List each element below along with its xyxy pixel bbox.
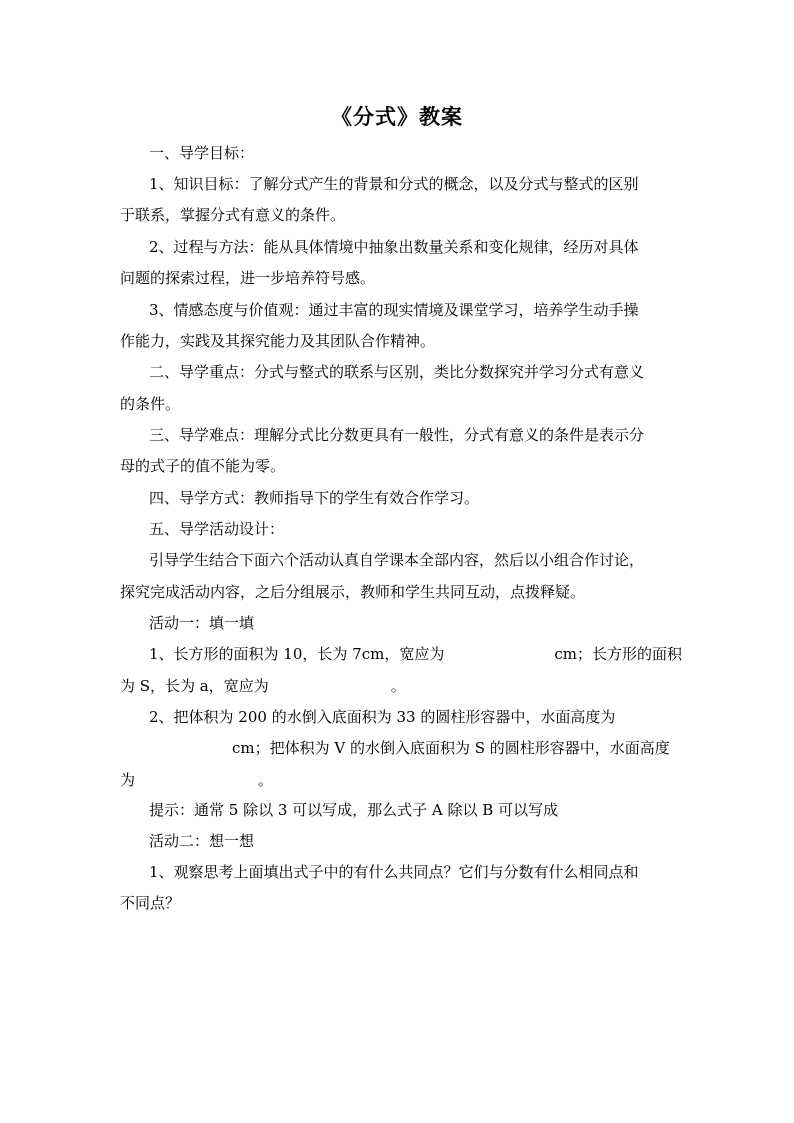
question-text: 。 [258,771,274,789]
paragraph-attitude-values-cont: 作能力，实践及其探究能力及其团队合作精神。 [120,332,436,350]
paragraph-knowledge-goal-cont: 于联系，掌握分式有意义的条件。 [120,206,346,224]
paragraph-method: 四、导学方式：教师指导下的学生有效合作学习。 [149,489,480,507]
question-rectangle-width [149,644,682,664]
paragraph-difficulties-cont: 母的式子的值不能为零。 [120,457,286,475]
hint-paragraph: 提示：通常 5 除以 3 可以写成，那么式子 A 除以 B 可以写成 [149,801,559,819]
paragraph-process-method: 2、过程与方法：能从具体情境中抽象出数量关系和变化规律，经历对具体 [149,238,639,256]
question-text: cm；长方形的面积 [554,645,682,663]
question-water-height-end [120,770,273,790]
document-title: 《分式》教案 [331,105,463,129]
question-water-height-cont: cm；把体积为 V 的水倒入底面积为 S 的圆柱形容器中，水面高度 [232,739,670,757]
section-heading-activity-design: 五、导学活动设计： [149,520,285,538]
paragraph-process-method-cont: 问题的探索过程，进一步培养符号感。 [120,269,376,287]
question-rectangle-width-cont [120,676,406,696]
question-text: 为 [120,771,136,789]
question-text: 为 S，长为 a，宽应为 [120,677,269,695]
question-text: 。 [390,677,406,695]
paragraph-key-points-cont: 的条件。 [120,395,181,413]
section-heading-goals: 一、导学目标： [149,144,255,162]
paragraph-guidance-cont: 探究完成活动内容，之后分组展示，教师和学生共同互动，点拨释疑。 [120,583,586,601]
paragraph-difficulties: 三、导学难点：理解分式比分数更具有一般性，分式有意义的条件是表示分 [149,426,645,444]
question-observe: 1、观察思考上面填出式子中的有什么共同点？它们与分数有什么相同点和 [149,863,639,881]
question-water-height: 2、把体积为 200 的水倒入底面积为 33 的圆柱形容器中，水面高度为 [149,708,616,726]
paragraph-attitude-values: 3、情感态度与价值观：通过丰富的现实情境及课堂学习，培养学生动手操 [149,301,639,319]
question-observe-cont: 不同点？ [120,894,181,912]
activity-one-heading: 活动一：填一填 [149,614,255,632]
activity-two-heading: 活动二：想一想 [149,832,255,850]
question-text: 1、长方形的面积为 10，长为 7cm，宽应为 [149,645,445,663]
paragraph-guidance: 引导学生结合下面六个活动认真自学课本全部内容，然后以小组合作讨论， [149,551,645,569]
paragraph-key-points: 二、导学重点：分式与整式的联系与区别，类比分数探究并学习分式有意义 [149,363,645,381]
paragraph-knowledge-goal: 1、知识目标：了解分式产生的背景和分式的概念，以及分式与整式的区别 [149,175,639,193]
